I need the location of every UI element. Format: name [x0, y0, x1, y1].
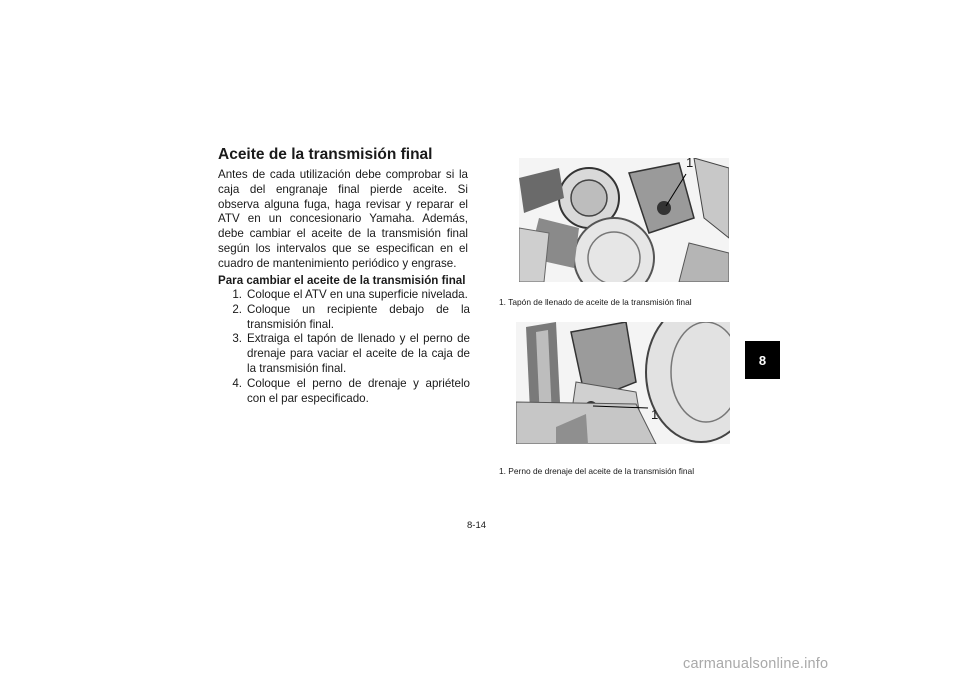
step-number: 3. — [232, 332, 242, 346]
step-text: Coloque un recipiente debajo de la transmisión final. — [247, 302, 470, 331]
procedure-steps — [218, 288, 470, 406]
step-item — [218, 303, 470, 333]
drain-bolt-figure — [516, 322, 730, 444]
step-item — [218, 332, 470, 376]
step-number: 1. — [232, 288, 242, 301]
filler-cap-figure — [519, 158, 729, 282]
step-number: 2. — [232, 302, 242, 316]
figure-2-callout: 1 — [651, 407, 659, 422]
step-text: Coloque el perno de drenaje y apriételo con el par especificado. — [247, 376, 470, 405]
chapter-tab: 8 — [745, 341, 780, 379]
step-item — [218, 377, 470, 407]
section-title: Aceite de la transmisión final — [218, 146, 433, 163]
page-number: 8-14 — [467, 520, 487, 531]
step-number: 4. — [232, 376, 242, 390]
watermark: carmanualsonline.info — [683, 656, 829, 672]
step-text: Extraiga el tapón de llenado y el perno de drenaje para vaciar el aceite de la caja de la transmisión final. — [247, 332, 470, 375]
figure-1-caption: 1. Tapón de llenado de aceite de la transmisión final — [499, 297, 692, 307]
filler-cap-illustration — [519, 158, 729, 282]
procedure-title: Para cambiar el aceite de la transmisión final — [218, 274, 466, 287]
figure-1-callout: 1 — [686, 155, 694, 170]
intro-paragraph: Antes de cada utilización debe comprobar si la caja del engranaje final pierde aceite. Si observa alguna fuga, haga revisar y reparar el ATV en un concesionario Yamaha. Además, debe cambiar el aceite de la transmisión final según los intervalos que se especifican en el cuadro de mantenimiento periódico y engrase. — [218, 168, 468, 270]
drain-bolt-illustration — [516, 322, 730, 444]
step-text: Coloque el ATV en una superficie nivelada. — [247, 288, 468, 301]
figure-2-caption: 1. Perno de drenaje del aceite de la transmisión final — [499, 466, 695, 476]
step-item — [218, 288, 470, 303]
